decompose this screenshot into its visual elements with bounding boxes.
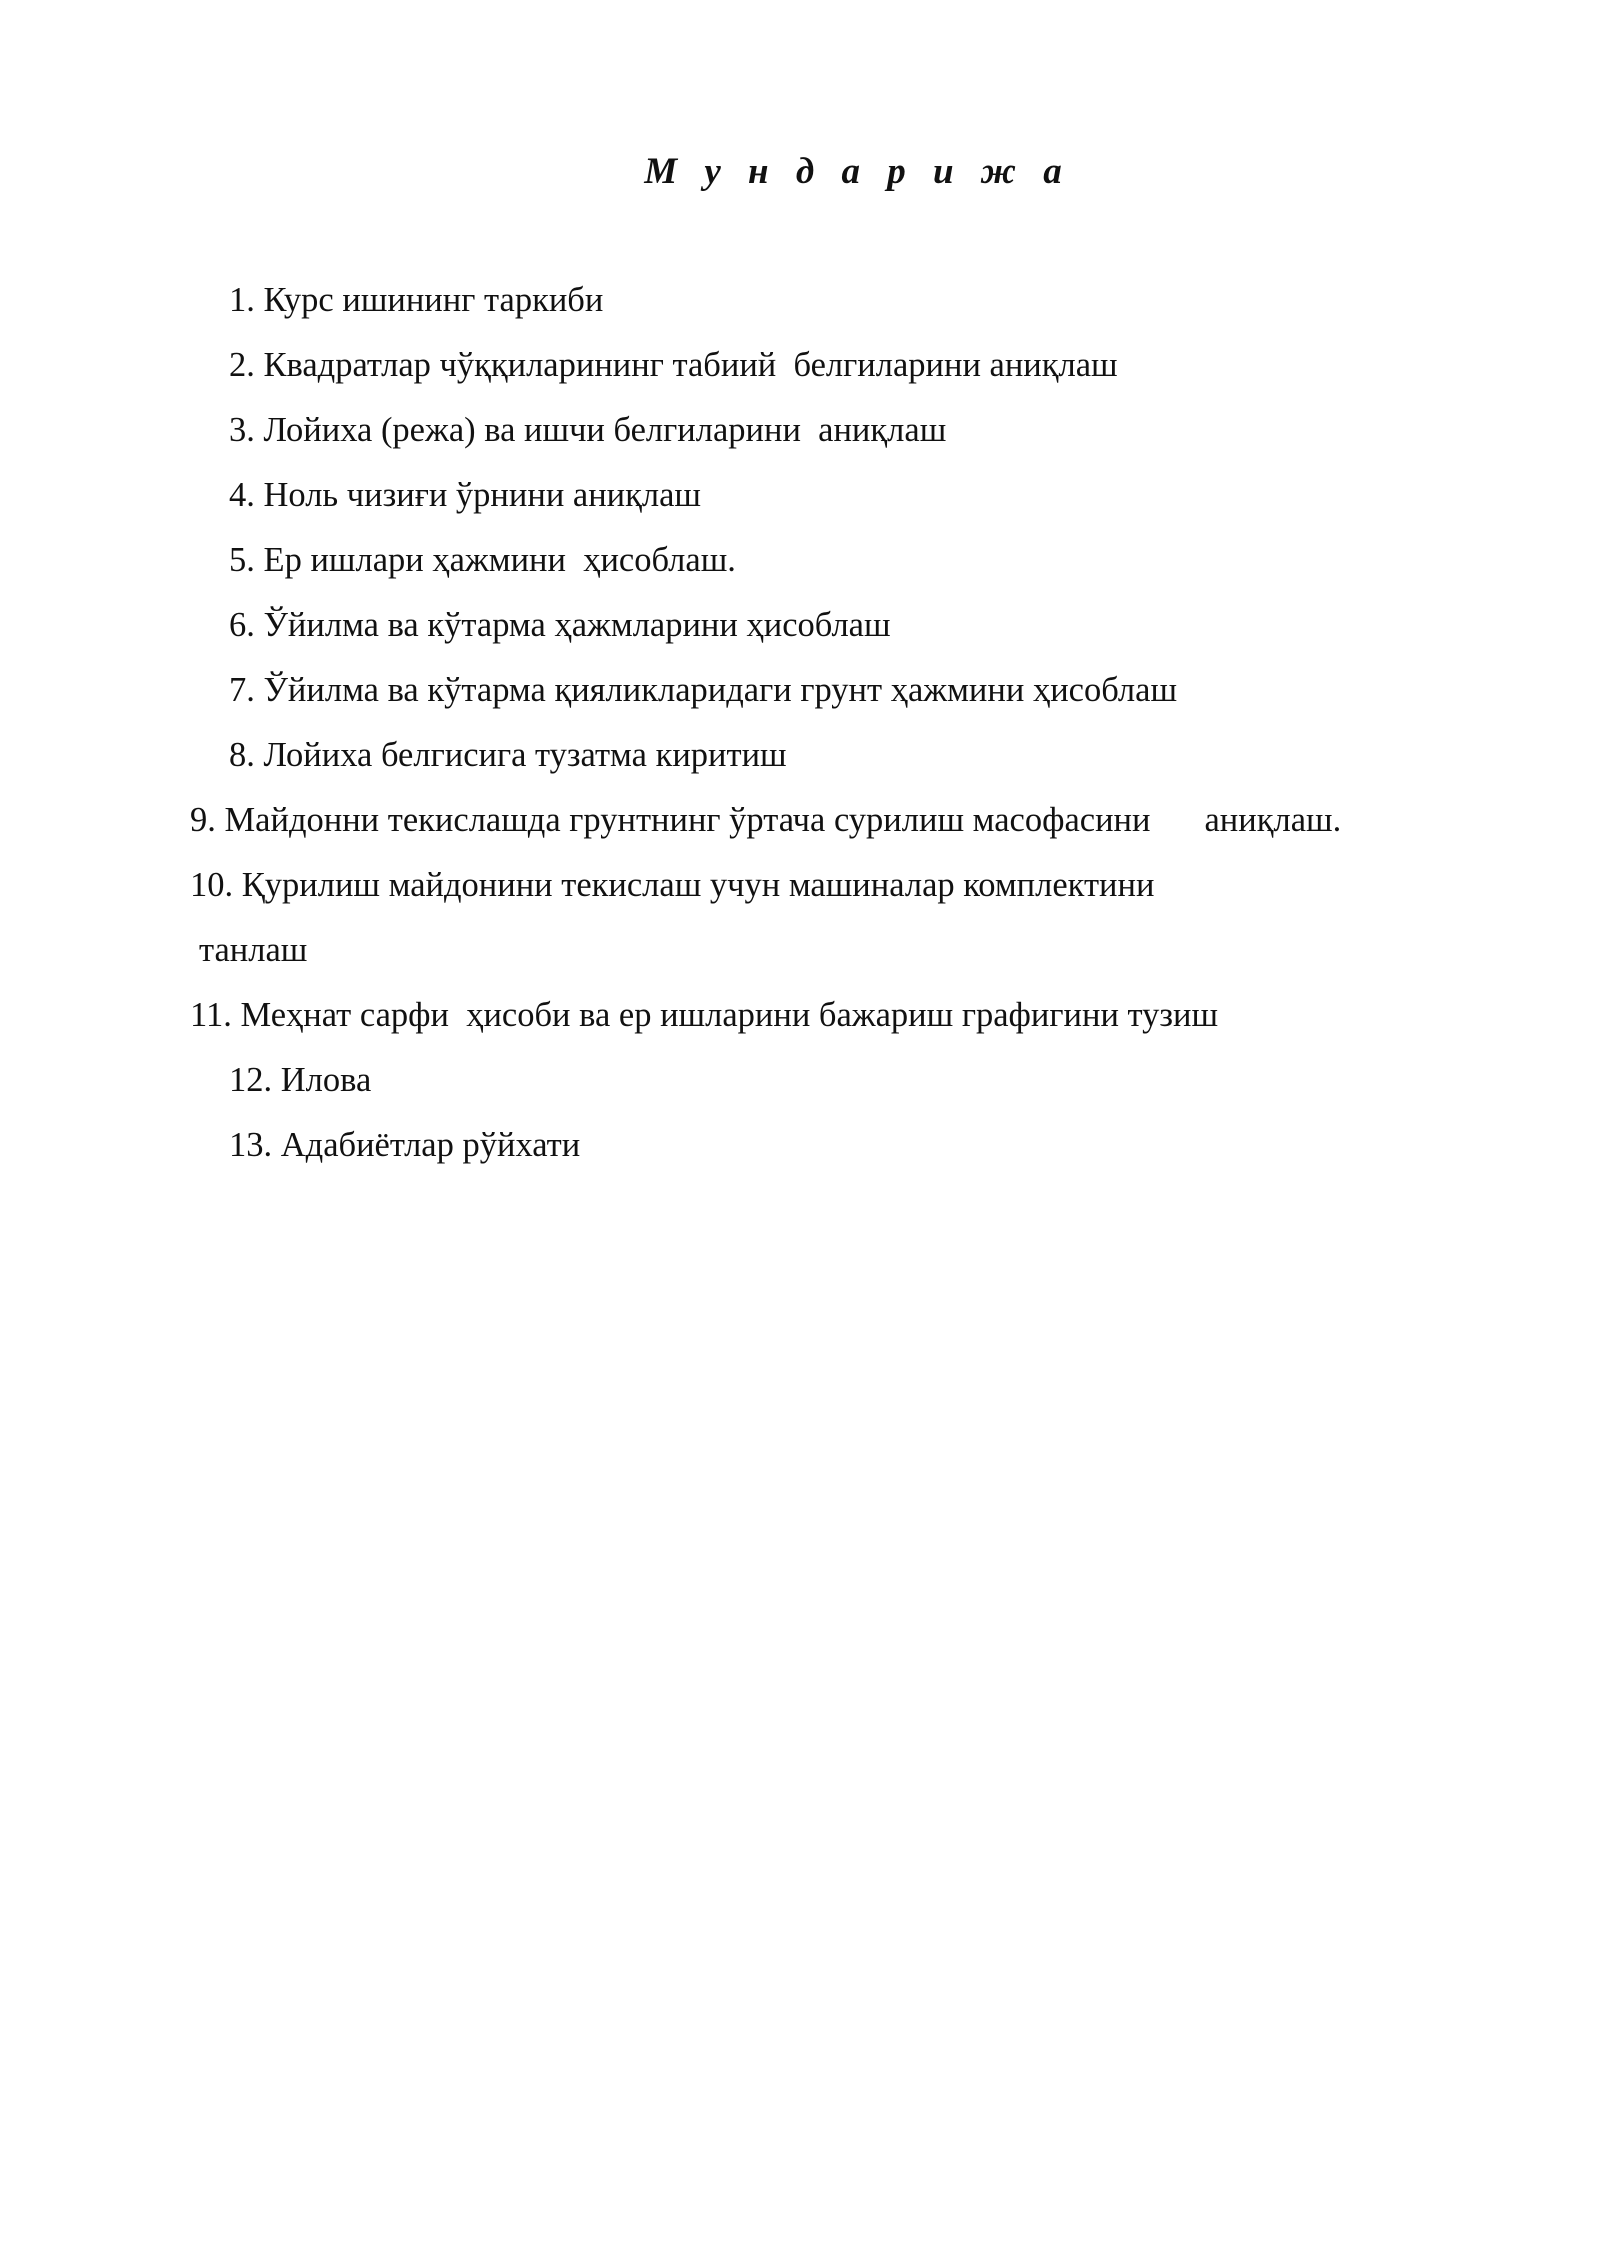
toc-item-1 — [229, 280, 603, 320]
page-title: М у н д а р и ж а — [644, 151, 1071, 192]
toc-item-text: Ер ишлари ҳажмини ҳисоблаш. — [263, 541, 736, 579]
toc-item-number: 10. — [190, 866, 234, 904]
toc-item-text: Лойиха белгисига тузатма киритиш — [263, 736, 787, 774]
toc-item-13 — [229, 1125, 580, 1165]
toc-item-11 — [190, 995, 1218, 1035]
toc-item-number: 11. — [190, 996, 232, 1034]
toc-item-text: Қурилиш майдонини текислаш учун машиналар комплектини — [241, 866, 1155, 904]
toc-item-10 — [190, 865, 1154, 905]
toc-item-number: 8. — [229, 736, 255, 774]
toc-item-text: Ўйилма ва кўтарма қияликларидаги грунт ҳажмини ҳисоблаш — [263, 671, 1178, 709]
toc-item-2 — [229, 345, 1118, 385]
toc-item-5 — [229, 540, 736, 580]
toc-item-continuation: танлаш — [199, 931, 308, 969]
toc-item-number: 12. — [229, 1061, 273, 1099]
toc-item-3 — [229, 410, 946, 450]
toc-item-number: 4. — [229, 476, 255, 514]
toc-item-7 — [229, 670, 1177, 710]
toc-item-4 — [229, 475, 701, 515]
toc-item-text: Лойиха (режа) ва ишчи белгиларини аниқлаш — [263, 411, 947, 449]
toc-item-number: 2. — [229, 346, 255, 384]
toc-item-text: Майдонни текислашда грунтнинг ўртача сурилиш масофасини — [224, 801, 1151, 839]
toc-item-number: 6. — [229, 606, 255, 644]
toc-item-text: Меҳнат сарфи ҳисоби ва ер ишларини бажариш графигини тузиш — [240, 996, 1219, 1034]
toc-item-9 — [190, 800, 1341, 840]
toc-item-8 — [229, 735, 787, 775]
toc-item-number: 3. — [229, 411, 255, 449]
toc-item-text: Курс ишининг таркиби — [263, 281, 604, 319]
toc-item-text: Адабиётлар рўйхати — [280, 1126, 581, 1164]
toc-item-12 — [229, 1060, 371, 1100]
toc-item-number: 13. — [229, 1126, 273, 1164]
toc-item-text: Ўйилма ва кўтарма ҳажмларини ҳисоблаш — [263, 606, 891, 644]
toc-item-text: Квадратлар чўққиларининг табиий белгиларини аниқлаш — [263, 346, 1118, 384]
toc-item-number: 5. — [229, 541, 255, 579]
toc-item-10-continuation — [199, 930, 307, 970]
toc-item-text: Илова — [280, 1061, 372, 1099]
toc-item-6 — [229, 605, 891, 645]
toc-item-tail: аниқлаш. — [1204, 801, 1342, 839]
toc-item-number: 1. — [229, 281, 255, 319]
toc-item-number: 7. — [229, 671, 255, 709]
toc-item-number: 9. — [190, 801, 216, 839]
toc-item-text: Ноль чизиғи ўрнини аниқлаш — [263, 476, 701, 514]
